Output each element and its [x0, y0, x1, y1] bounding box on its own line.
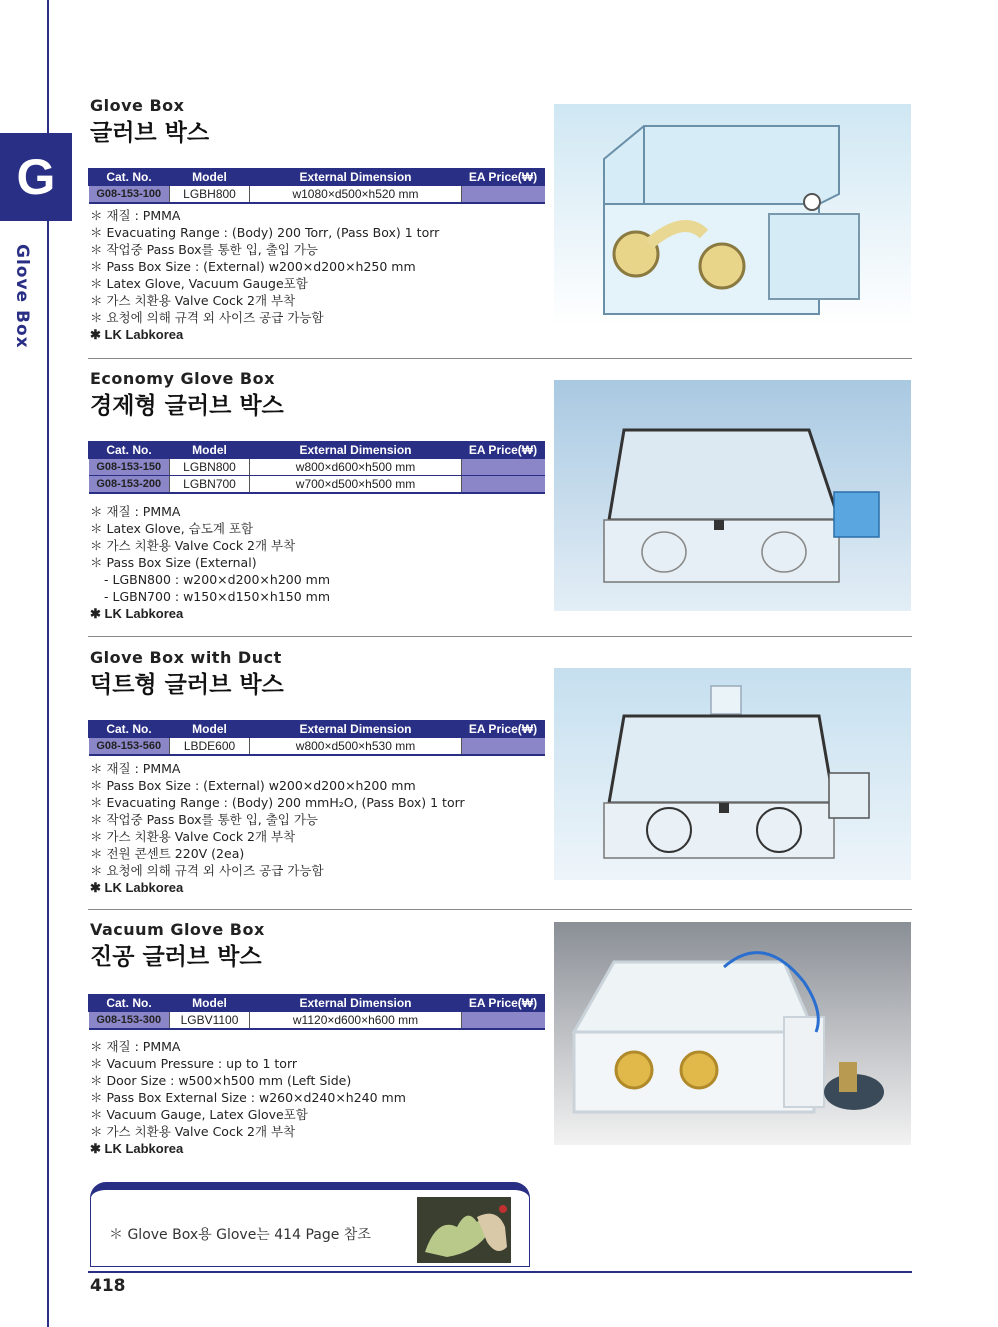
- price-cell: [462, 459, 545, 476]
- page-number: 418: [90, 1276, 126, 1296]
- spec-table: [88, 720, 545, 756]
- col-cat-no: Cat. No.: [89, 995, 170, 1012]
- product-title-ko: 글러브 박스: [90, 120, 210, 146]
- note-box: [90, 1182, 530, 1267]
- note-text: ＊ Glove Box용 Glove는 414 Page 참조: [109, 1227, 371, 1243]
- brand-label: ✱ LK Labkorea: [90, 1141, 184, 1156]
- feature-item: ＊ Latex Glove, 습도계 포함: [90, 521, 254, 536]
- product-photo: [554, 104, 911, 326]
- table-row: [89, 476, 545, 494]
- col-cat-no: Cat. No.: [89, 169, 170, 186]
- feature-item: ＊ 재질 : PMMA: [90, 761, 181, 776]
- col-model: Model: [170, 721, 250, 738]
- feature-item: ＊ Evacuating Range : (Body) 200 Torr, (Pass Box) 1 torr: [90, 225, 440, 240]
- col-dimension: External Dimension: [250, 995, 462, 1012]
- feature-item: - LGBN800 : w200×d200×h200 mm: [104, 572, 331, 587]
- table-header-row: [89, 169, 545, 186]
- col-dimension: External Dimension: [250, 721, 462, 738]
- col-cat-no: Cat. No.: [89, 442, 170, 459]
- feature-item: ＊ 요청에 의해 규격 외 사이즈 공급 가능함: [90, 863, 324, 878]
- product-economy-glove-box: [88, 369, 912, 631]
- dimension-cell: w700×d500×h500 mm: [250, 476, 462, 494]
- spec-table: [88, 441, 545, 494]
- page-footer-rule: [88, 1271, 912, 1273]
- product-title-en: Vacuum Glove Box: [90, 920, 265, 939]
- product-title-en: Glove Box with Duct: [90, 648, 282, 667]
- col-price: EA Price(₩): [462, 721, 545, 738]
- feature-item: ＊ 작업중 Pass Box를 통한 입, 출입 가능: [90, 242, 319, 257]
- feature-item: ＊ 재질 : PMMA: [90, 1039, 181, 1054]
- product-title-ko: 진공 글러브 박스: [90, 944, 262, 970]
- feature-item: - LGBN700 : w150×d150×h150 mm: [104, 589, 331, 604]
- brand-label: ✱ LK Labkorea: [90, 880, 184, 895]
- cat-no-cell: G08-153-100: [89, 186, 170, 204]
- model-cell: LGBH800: [170, 186, 250, 204]
- section-side-label-text: Glove Box: [12, 244, 32, 349]
- section-letter-tab: [0, 133, 72, 221]
- dimension-cell: w800×d600×h500 mm: [250, 459, 462, 476]
- model-cell: LGBN700: [170, 476, 250, 494]
- section-divider: [88, 909, 912, 910]
- feature-list: [90, 760, 465, 896]
- table-header-row: [89, 442, 545, 459]
- product-vacuum-glove-box: [88, 920, 912, 1165]
- feature-item: ＊ Latex Glove, Vacuum Gauge포함: [90, 276, 308, 291]
- table-row: [89, 1012, 545, 1030]
- product-title-en: Economy Glove Box: [90, 369, 275, 388]
- feature-item: ＊ 재질 : PMMA: [90, 504, 181, 519]
- feature-list: [90, 207, 439, 343]
- col-price: EA Price(₩): [462, 169, 545, 186]
- feature-list: [90, 503, 330, 622]
- feature-item: ＊ 작업중 Pass Box를 통한 입, 출입 가능: [90, 812, 319, 827]
- section-side-label: [12, 244, 40, 364]
- cat-no-cell: G08-153-200: [89, 476, 170, 494]
- feature-item: ＊ Door Size : w500×h500 mm (Left Side): [90, 1073, 352, 1088]
- section-divider: [88, 358, 912, 359]
- dimension-cell: w1120×d600×h600 mm: [250, 1012, 462, 1030]
- product-photo: [554, 922, 911, 1145]
- price-cell: [462, 186, 545, 204]
- feature-item: ＊ Pass Box External Size : w260×d240×h240 mm: [90, 1090, 406, 1105]
- feature-list: [90, 1038, 406, 1157]
- dimension-cell: w800×d500×h530 mm: [250, 738, 462, 756]
- col-model: Model: [170, 442, 250, 459]
- brand-label: ✱ LK Labkorea: [90, 327, 184, 342]
- price-cell: [462, 738, 545, 756]
- feature-item: ＊ Pass Box Size : (External) w200×d200×h200 mm: [90, 778, 416, 793]
- dimension-cell: w1080×d500×h520 mm: [250, 186, 462, 204]
- col-cat-no: Cat. No.: [89, 721, 170, 738]
- feature-item: ＊ 요청에 의해 규격 외 사이즈 공급 가능함: [90, 310, 324, 325]
- section-divider: [88, 636, 912, 637]
- feature-item: ＊ Pass Box Size (External): [90, 555, 257, 570]
- feature-item: ＊ 가스 치환용 Valve Cock 2개 부착: [90, 1124, 296, 1139]
- product-title-ko: 경제형 글러브 박스: [90, 393, 284, 419]
- col-model: Model: [170, 995, 250, 1012]
- col-dimension: External Dimension: [250, 169, 462, 186]
- model-cell: LGBV1100: [170, 1012, 250, 1030]
- feature-item: ＊ 재질 : PMMA: [90, 208, 181, 223]
- feature-item: ＊ Pass Box Size : (External) w200×d200×h250 mm: [90, 259, 416, 274]
- model-cell: LBDE600: [170, 738, 250, 756]
- table-row: [89, 738, 545, 756]
- feature-item: ＊ 가스 치환용 Valve Cock 2개 부착: [90, 293, 296, 308]
- cat-no-cell: G08-153-150: [89, 459, 170, 476]
- table-header-row: [89, 721, 545, 738]
- product-photo: [554, 380, 911, 611]
- spec-table: [88, 168, 545, 204]
- table-row: [89, 186, 545, 204]
- cat-no-cell: G08-153-560: [89, 738, 170, 756]
- model-cell: LGBN800: [170, 459, 250, 476]
- col-model: Model: [170, 169, 250, 186]
- col-dimension: External Dimension: [250, 442, 462, 459]
- feature-item: ＊ Vacuum Pressure : up to 1 torr: [90, 1056, 298, 1071]
- spec-table: [88, 994, 545, 1030]
- feature-item: ＊ Evacuating Range : (Body) 200 mmH₂O, (Pass Box) 1 torr: [90, 795, 465, 810]
- cat-no-cell: G08-153-300: [89, 1012, 170, 1030]
- product-glove-box-with-duct: [88, 648, 912, 904]
- col-price: EA Price(₩): [462, 995, 545, 1012]
- glove-photo: [417, 1197, 511, 1263]
- feature-item: ＊ 가스 치환용 Valve Cock 2개 부착: [90, 829, 296, 844]
- brand-label: ✱ LK Labkorea: [90, 606, 184, 621]
- product-title-en: Glove Box: [90, 96, 185, 115]
- price-cell: [462, 476, 545, 494]
- col-price: EA Price(₩): [462, 442, 545, 459]
- feature-item: ＊ 전원 콘센트 220V (2ea): [90, 846, 245, 861]
- product-photo: [554, 668, 911, 880]
- feature-item: ＊ 가스 치환용 Valve Cock 2개 부착: [90, 538, 296, 553]
- feature-item: ＊ Vacuum Gauge, Latex Glove포함: [90, 1107, 308, 1122]
- section-letter: G: [16, 149, 56, 205]
- product-glove-box: [88, 96, 912, 351]
- price-cell: [462, 1012, 545, 1030]
- product-title-ko: 덕트형 글러브 박스: [90, 672, 284, 698]
- table-header-row: [89, 995, 545, 1012]
- table-row: [89, 459, 545, 476]
